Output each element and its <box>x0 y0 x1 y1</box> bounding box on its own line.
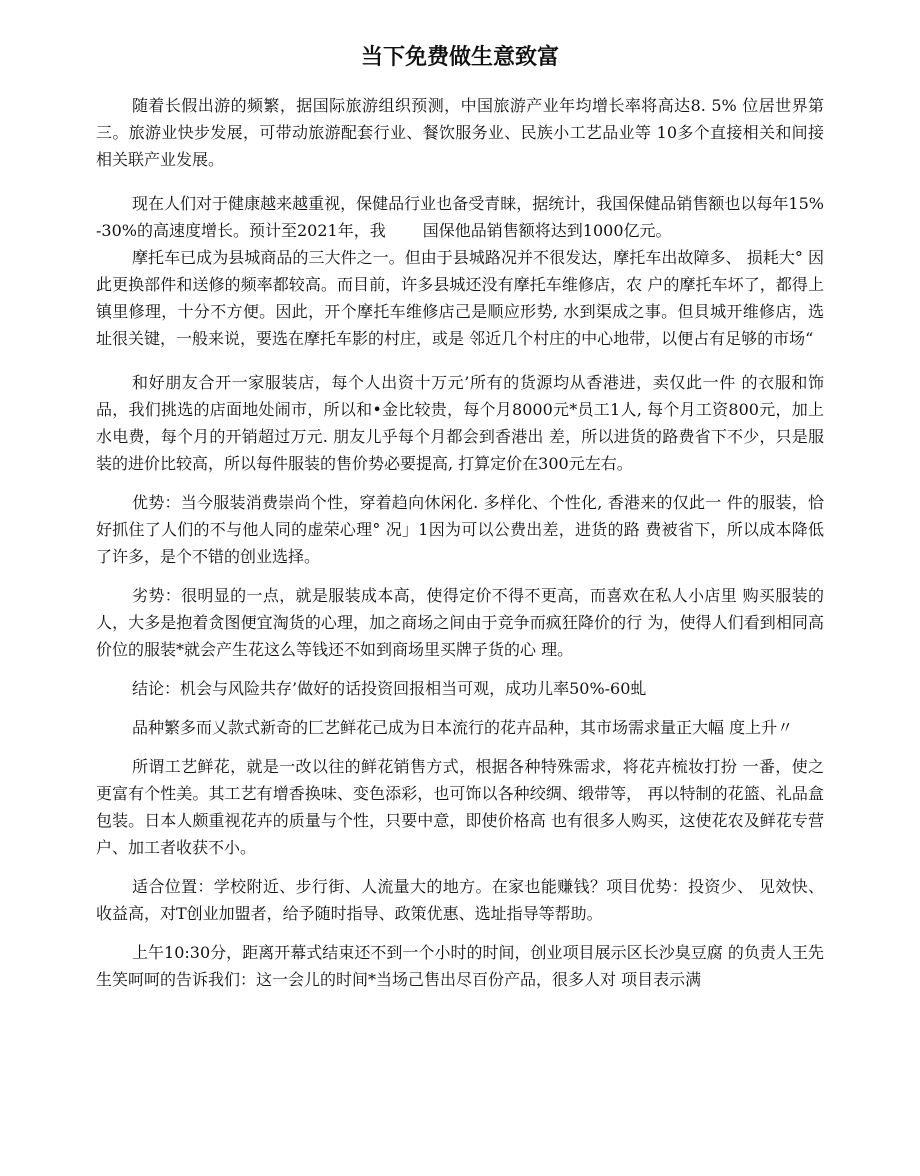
paragraph-craft-flowers-detail: 所谓工艺鲜花，就是一改以往的鲜花销售方式，根据各种特殊需求，将花卉梳妆打扮 一番，使之更富有个性美。其工艺有增香换味、变色添彩，也可饰以各种绞绸、缎带等， 再以特制的花篮、礼品盒包装。日本人颇重视花卉的质量与个性，只要中意，即使价格高 也有很多人购买，这使花农及鲜花专营户、加工者收获不小。 <box>96 757 824 857</box>
paragraph-disadvantages: 劣势：很明显的一点，就是服装成本高，使得定价不得不更高，而喜欢在私人小店里 购买服装的人，大多是抱着贪图便宜淘货的心理，加之商场之间由于竞争而疯狂降价的行 为，使得人们看到相同高价位的服装*就会产生花这么等钱还不如到商场里买牌子货的心 理。 <box>96 586 824 659</box>
paragraph-craft-flowers-intro: 品种繁多而乂款式新奇的匚艺鲜花己成为日本流行的花卉品种，其市场需求量正大幅 度上升〃 <box>132 718 794 737</box>
document-title: 当下免费做生意致富 <box>360 45 559 70</box>
paragraph-clothing-store: 和好朋友合开一家服装店，每个人出资十万元’所有的货源均从香港进，卖仅此一件 的衣服和饰品，我们挑选的店面地处闹市，所以和•金比较贵，每个月8000元*员工1人, 每个月工资800元，加上水电费，每个月的开销超过万元. 朋友儿乎每个月都会到香港出 差，所以进货的路费省下不少，只是服装的进价比较高，所以每件服装的售价势必要提高, 打算定价在300元左右。 <box>96 373 824 473</box>
paragraph-advantages: 优势：当今服装消费崇尚个性，穿着趋向休闲化. 多样化、个性化, 香港来的仅此一 件的服装，恰好抓住了人们的不与他人同的虚荣心理° 况」1因为可以公费出差，进货的路 费被省下，所以成本降低了许多，是个不错的创业选择。 <box>96 493 824 566</box>
paragraph-conclusion: 结论：机会与风险共存’做好的话投资回报相当可观，成功儿率50%-60虬 <box>132 679 647 698</box>
paragraph-stinky-tofu: 上午10:30分，距离开幕式结束还不到一个小时的时间，创业项目展示区长沙臭豆腐 的负责人王先生笑呵呵的告诉我们：这一会儿的时间*当场己售出尽百份产品，很多人对 项目表示满 <box>96 943 824 989</box>
paragraph-health-products: 现在人们对于健康越来越重视，保健品行业也备受青睐，据统计，我国保健品销售额也以每年15%-30%的高速度增长。预计至2021年，我 国保他品销售额将达到1000亿元。 <box>96 194 824 240</box>
document-body <box>96 92 824 993</box>
paragraph-suitable-location: 适合位置：学校附近、步行街、人流量大的地方。在家也能赚钱？项目优势：投资少、 见效快、收益高，对T创业加盟者，给予随时指导、政策优惠、选址指导等帮助。 <box>96 877 824 923</box>
paragraph-tourism: 随着长假出游的频繁，据国际旅游组织预测，中国旅游产业年均增长率将高达8. 5% 位居世界第三。旅游业快步发展，可带动旅游配套行业、餐饮服务业、民族小工艺品业等 10多个直接相关和间接相关联产业发展。 <box>96 96 824 169</box>
paragraph-motorcycle-repair: 摩托车已成为县城商品的三大件之一。但由于县城路况并不很发达，摩托车出故障多、 损耗大° 因此更换部件和送修的频率都较高。而目前，许多县城还没有摩托车维修店，农 户的摩托车坏了，都得上镇里修理，十分不方便。因此，开个摩托车维修店己是顺应形势, 水到渠成之事。但貝城开维修店，选址很关键，一般来说，要选在摩托车影的村庄，或是 邻近几个村庄的中心地带，以便占有足够的市场“ <box>96 248 824 348</box>
